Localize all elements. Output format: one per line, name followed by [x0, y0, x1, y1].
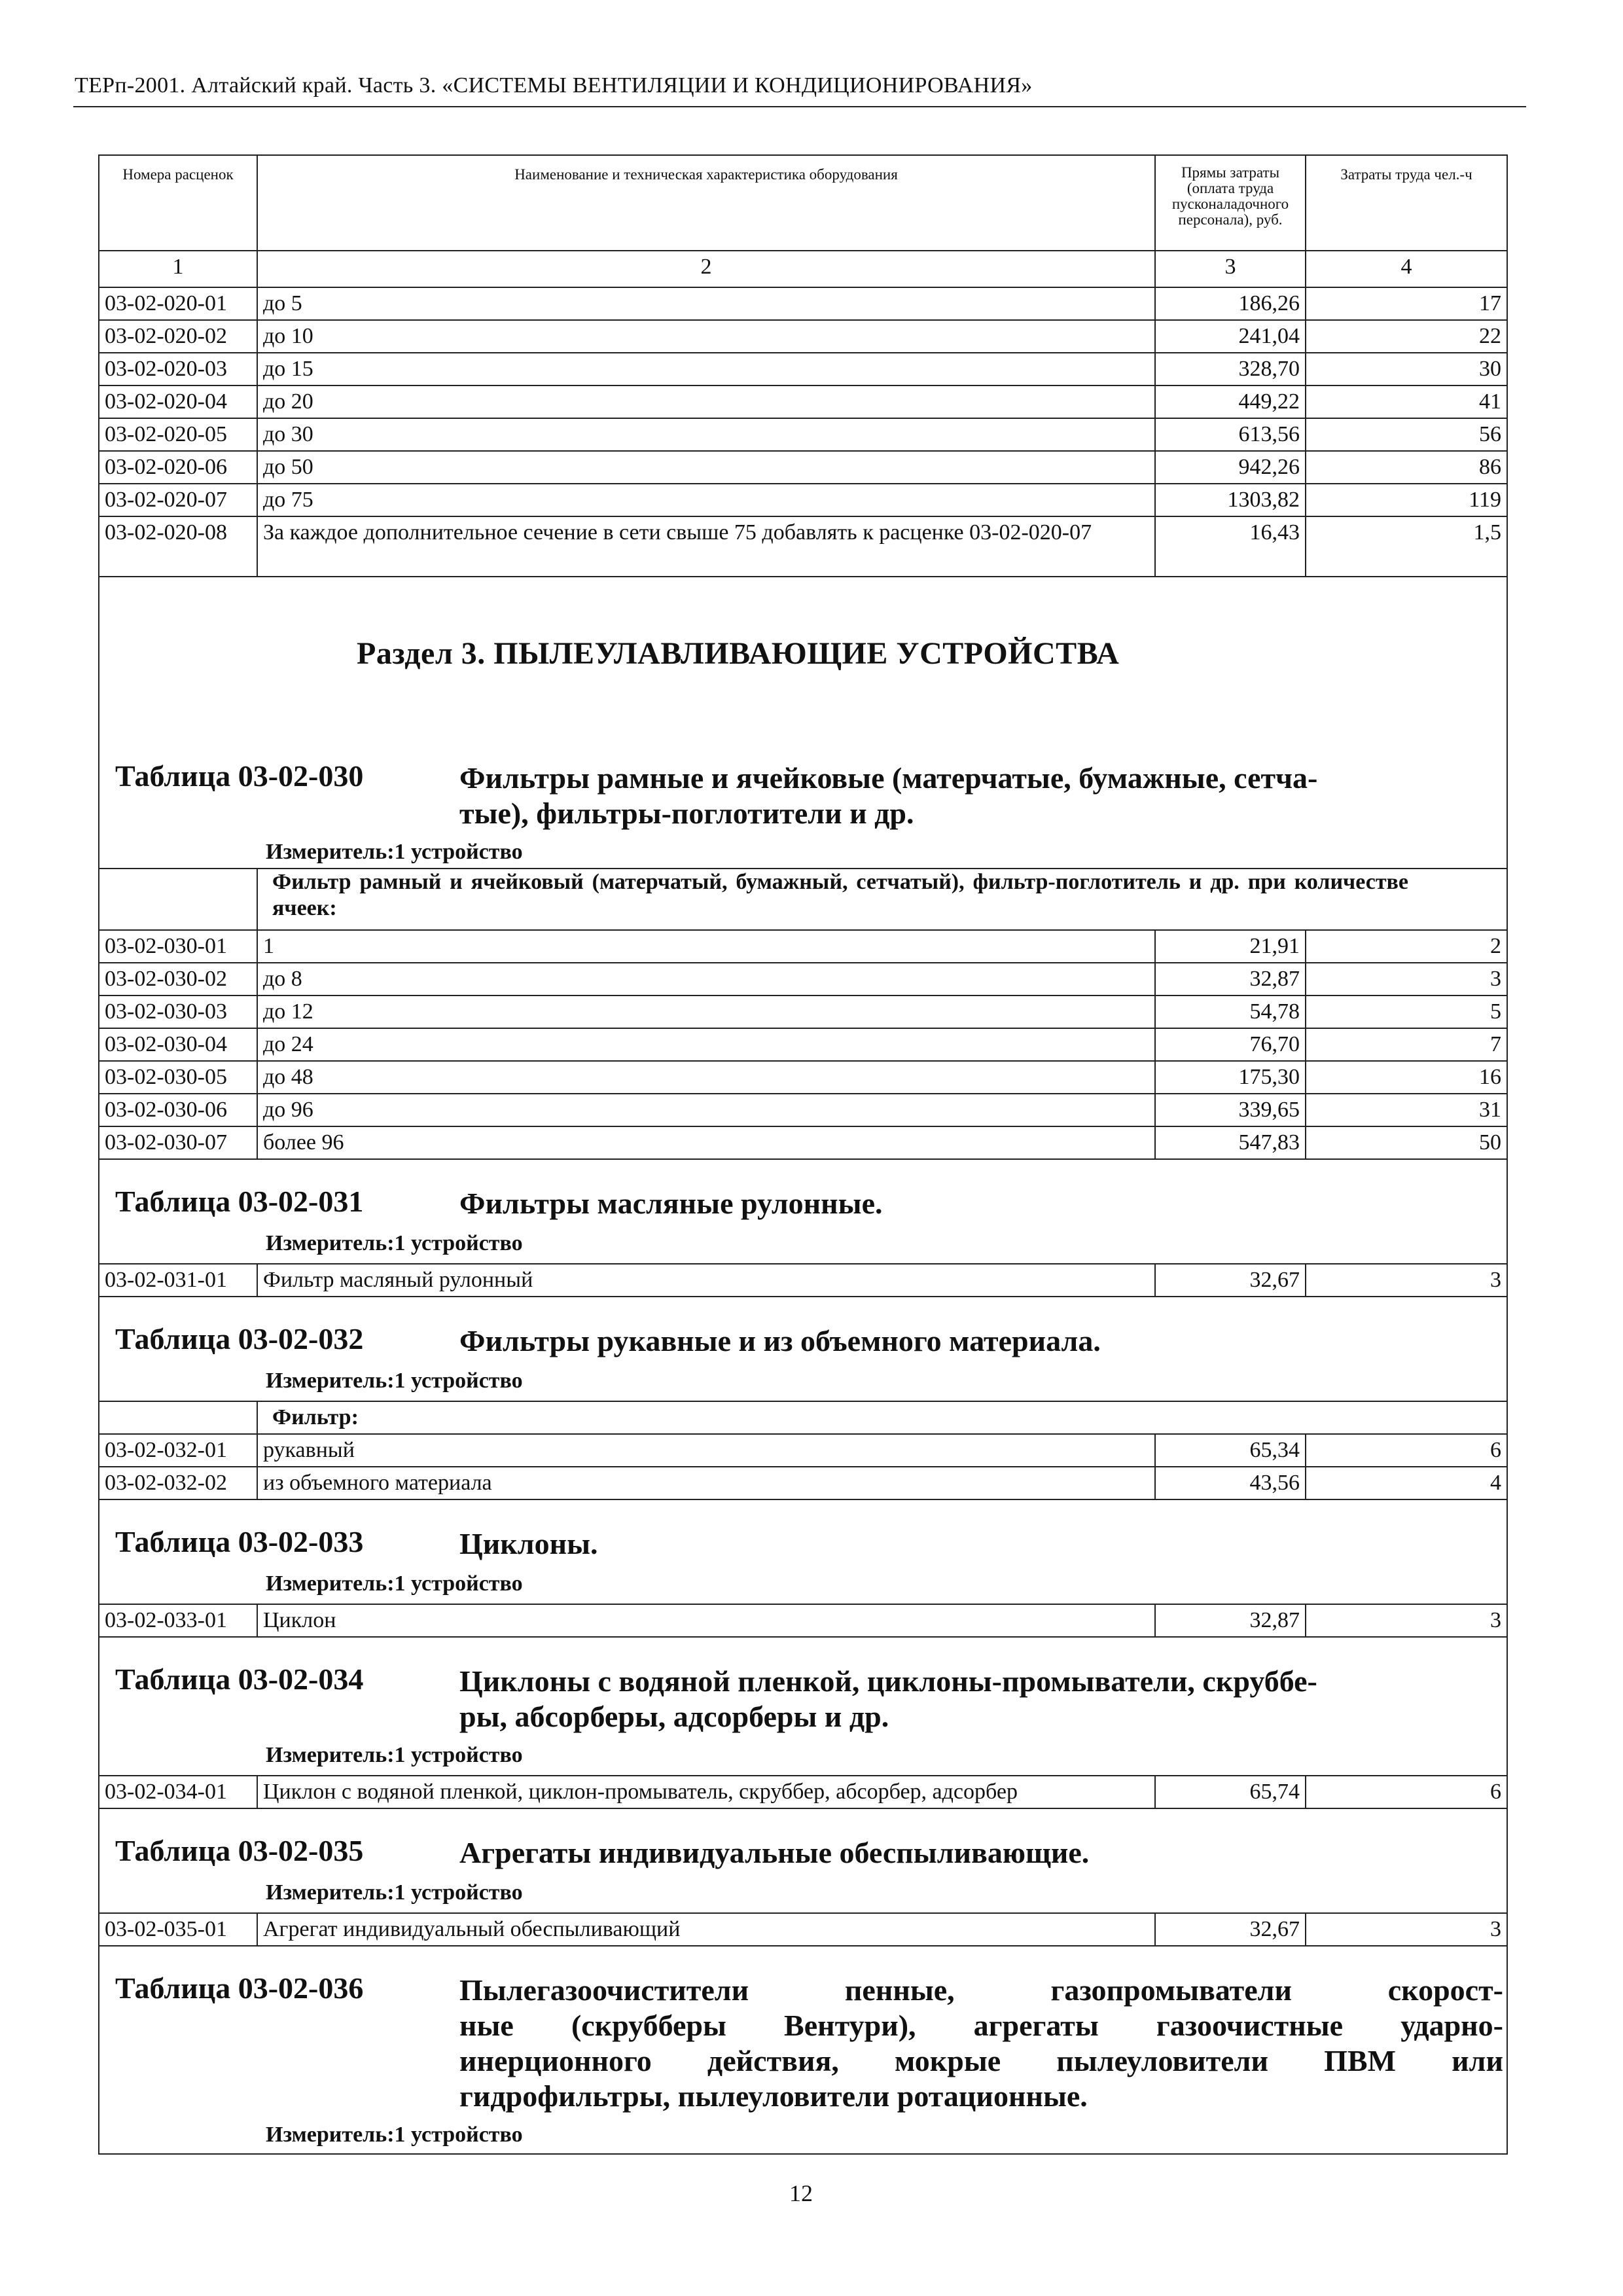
table-heading-block — [99, 1946, 1507, 2154]
rate-code: 03-02-030-02 — [99, 963, 257, 996]
rate-cost: 65,74 — [1155, 1776, 1306, 1808]
rate-code: 03-02-031-01 — [99, 1264, 257, 1297]
rate-labor: 6 — [1306, 1434, 1507, 1467]
table-row — [99, 930, 1507, 963]
table-title — [459, 761, 1317, 831]
table-title-line: инерционного действия, мокрые пылеуловители ПВМ или — [459, 2044, 1503, 2077]
rate-cost: 21,91 — [1155, 930, 1306, 963]
rate-name: до 30 — [257, 418, 1155, 451]
table-title-line: тые), фильтры-поглотители и др. — [459, 797, 914, 830]
col-number: 2 — [257, 251, 1155, 287]
rate-code: 03-02-020-06 — [99, 451, 257, 484]
rate-name: до 48 — [257, 1061, 1155, 1094]
table-row — [99, 1434, 1507, 1467]
rate-labor: 119 — [1306, 484, 1507, 516]
rate-code: 03-02-030-03 — [99, 996, 257, 1028]
measure-unit: Измеритель:1 устройство — [266, 1743, 523, 1767]
rate-name: более 96 — [257, 1126, 1155, 1159]
column-number-row — [99, 251, 1507, 287]
column-header-row — [99, 155, 1507, 251]
col-number: 3 — [1155, 251, 1306, 287]
rate-cost: 175,30 — [1155, 1061, 1306, 1094]
rate-name: 1 — [257, 930, 1155, 963]
table-title: Агрегаты индивидуальные обеспыливающие. — [459, 1836, 1090, 1869]
rate-cost: 32,87 — [1155, 963, 1306, 996]
table-row — [99, 320, 1507, 353]
rate-name: Фильтр масляный рулонный — [257, 1264, 1155, 1297]
subheading-row — [99, 1401, 1507, 1434]
table-title: Циклоны. — [459, 1527, 598, 1560]
rate-labor: 17 — [1306, 287, 1507, 320]
rate-labor: 7 — [1306, 1028, 1507, 1061]
table-row — [99, 418, 1507, 451]
col-header-code: Номера расценок — [99, 155, 257, 251]
rate-labor: 31 — [1306, 1094, 1507, 1126]
rate-code: 03-02-030-06 — [99, 1094, 257, 1126]
table-title: Фильтры масляные рулонные. — [459, 1187, 883, 1220]
table-row — [99, 451, 1507, 484]
rate-labor: 3 — [1306, 1264, 1507, 1297]
rate-code: 03-02-020-02 — [99, 320, 257, 353]
table-row — [99, 1467, 1507, 1499]
rate-cost: 613,56 — [1155, 418, 1306, 451]
rate-labor: 41 — [1306, 386, 1507, 418]
rate-labor: 86 — [1306, 451, 1507, 484]
rate-code: 03-02-030-05 — [99, 1061, 257, 1094]
table-number: Таблица 03-02-031 — [115, 1185, 364, 1218]
rate-cost: 32,67 — [1155, 1913, 1306, 1946]
table-row — [99, 1604, 1507, 1637]
rate-cost: 186,26 — [1155, 287, 1306, 320]
rate-name: до 5 — [257, 287, 1155, 320]
running-header: ТЕРп-2001. Алтайский край. Часть 3. «СИСТЕМЫ ВЕНТИЛЯЦИИ И КОНДИЦИОНИРОВАНИЯ» — [75, 73, 1033, 98]
table-row — [99, 484, 1507, 516]
rate-name: до 24 — [257, 1028, 1155, 1061]
rate-code: 03-02-035-01 — [99, 1913, 257, 1946]
rate-code: 03-02-020-07 — [99, 484, 257, 516]
table-row — [99, 516, 1507, 577]
rate-cost: 449,22 — [1155, 386, 1306, 418]
table-row — [99, 963, 1507, 996]
table-heading-block — [99, 1499, 1507, 1604]
rate-code: 03-02-030-01 — [99, 930, 257, 963]
col-header-cost: Прямы затраты (оплата труда пусконаладочного персонала), руб. — [1155, 155, 1306, 251]
rate-labor: 3 — [1306, 963, 1507, 996]
header-rule — [73, 106, 1526, 107]
rate-code: 03-02-020-01 — [99, 287, 257, 320]
rate-labor: 22 — [1306, 320, 1507, 353]
rate-code: 03-02-020-03 — [99, 353, 257, 386]
page-number: 12 — [789, 2180, 813, 2206]
measure-unit: Измеритель:1 устройство — [266, 1571, 523, 1596]
rate-name: до 50 — [257, 451, 1155, 484]
rate-labor: 3 — [1306, 1913, 1507, 1946]
rate-cost: 241,04 — [1155, 320, 1306, 353]
measure-unit: Измеритель:1 устройство — [266, 1231, 523, 1255]
rate-code: 03-02-030-04 — [99, 1028, 257, 1061]
rate-labor: 3 — [1306, 1604, 1507, 1637]
table-heading-block — [99, 1297, 1507, 1401]
rate-name: до 75 — [257, 484, 1155, 516]
rate-cost: 76,70 — [1155, 1028, 1306, 1061]
table-number: Таблица 03-02-033 — [115, 1525, 364, 1558]
table-row — [99, 1913, 1507, 1946]
rate-code: 03-02-032-01 — [99, 1434, 257, 1467]
rate-labor: 16 — [1306, 1061, 1507, 1094]
table-title-line: ры, абсорберы, адсорберы и др. — [459, 1700, 889, 1733]
rate-code: 03-02-020-08 — [99, 516, 257, 577]
table-title-line: гидрофильтры, пылеуловители ротационные. — [459, 2079, 1088, 2113]
rate-cost: 942,26 — [1155, 451, 1306, 484]
measure-unit: Измеритель:1 устройство — [266, 1369, 523, 1393]
rate-labor: 56 — [1306, 418, 1507, 451]
table-row — [99, 1061, 1507, 1094]
table-row — [99, 386, 1507, 418]
table-row — [99, 1028, 1507, 1061]
table-number: Таблица 03-02-036 — [115, 1971, 364, 2005]
rate-cost: 43,56 — [1155, 1467, 1306, 1499]
rate-code: 03-02-020-04 — [99, 386, 257, 418]
rate-code: 03-02-020-05 — [99, 418, 257, 451]
table-heading-block — [99, 1637, 1507, 1776]
rate-code: 03-02-033-01 — [99, 1604, 257, 1637]
section-block — [99, 577, 1507, 869]
table-number: Таблица 03-02-035 — [115, 1834, 364, 1867]
rate-name: За каждое дополнительное сечение в сети свыше 75 добавлять к расценке 03-02-020-07 — [257, 516, 1155, 577]
table-title: Фильтры рукавные и из объемного материала. — [459, 1324, 1101, 1357]
rate-labor: 30 — [1306, 353, 1507, 386]
rate-cost: 328,70 — [1155, 353, 1306, 386]
measure-unit: Измеритель:1 устройство — [266, 1880, 523, 1905]
col-number: 4 — [1306, 251, 1507, 287]
table-title-line: Циклоны с водяной пленкой, циклоны-промыватели, скруббе- — [459, 1664, 1317, 1698]
rate-name: из объемного материала — [257, 1467, 1155, 1499]
rate-labor: 50 — [1306, 1126, 1507, 1159]
table-title-line: ные (скрубберы Вентури), агрегаты газоочистные ударно- — [459, 2009, 1503, 2042]
subheading-row — [99, 869, 1507, 930]
rate-cost: 65,34 — [1155, 1434, 1306, 1467]
table-row — [99, 1126, 1507, 1159]
subheading: Фильтр: — [257, 1401, 1507, 1434]
rate-cost: 339,65 — [1155, 1094, 1306, 1126]
rate-cost: 32,67 — [1155, 1264, 1306, 1297]
rate-code: 03-02-032-02 — [99, 1467, 257, 1499]
table-title-line: Фильтры рамные и ячейковые (матерчатые, бумажные, сетча- — [459, 761, 1318, 795]
subheading: Фильтр рамный и ячейковый (матерчатый, бумажный, сетчатый), фильтр-поглотитель и др. при количестве ячеек: — [257, 869, 1507, 930]
rate-name: Циклон с водяной пленкой, циклон-промыватель, скруббер, абсорбер, адсорбер — [257, 1776, 1155, 1808]
col-header-name: Наименование и техническая характеристика оборудования — [257, 155, 1155, 251]
rate-code: 03-02-034-01 — [99, 1776, 257, 1808]
table-heading-block — [99, 1159, 1507, 1264]
rate-labor: 4 — [1306, 1467, 1507, 1499]
rates-table — [98, 154, 1508, 2155]
table-row — [99, 1776, 1507, 1808]
col-header-labor: Затраты труда чел.-ч — [1306, 155, 1507, 251]
table-row — [99, 353, 1507, 386]
rate-name: Агрегат индивидуальный обеспыливающий — [257, 1913, 1155, 1946]
rate-name: до 15 — [257, 353, 1155, 386]
rate-labor: 2 — [1306, 930, 1507, 963]
rate-cost: 547,83 — [1155, 1126, 1306, 1159]
table-heading-block — [99, 1808, 1507, 1913]
rate-cost: 1303,82 — [1155, 484, 1306, 516]
rate-labor: 1,5 — [1306, 516, 1507, 577]
table-number: Таблица 03-02-034 — [115, 1662, 364, 1696]
table-row — [99, 1094, 1507, 1126]
table-row — [99, 996, 1507, 1028]
rate-code: 03-02-030-07 — [99, 1126, 257, 1159]
table-title-line: Пылегазоочистители пенные, газопромыватели скорост- — [459, 1973, 1503, 2007]
rate-name: до 96 — [257, 1094, 1155, 1126]
table-number: Таблица 03-02-030 — [115, 759, 364, 793]
rate-name: рукавный — [257, 1434, 1155, 1467]
rate-cost: 54,78 — [1155, 996, 1306, 1028]
measure-unit: Измеритель:1 устройство — [266, 840, 523, 864]
rate-labor: 6 — [1306, 1776, 1507, 1808]
col-number: 1 — [99, 251, 257, 287]
table-row — [99, 1264, 1507, 1297]
table-title — [459, 1664, 1317, 1734]
rate-name: до 10 — [257, 320, 1155, 353]
measure-unit: Измеритель:1 устройство — [266, 2123, 523, 2147]
rate-name: до 12 — [257, 996, 1155, 1028]
rate-cost: 32,87 — [1155, 1604, 1306, 1637]
table-row — [99, 287, 1507, 320]
table-number: Таблица 03-02-032 — [115, 1322, 364, 1355]
rate-name: до 20 — [257, 386, 1155, 418]
section-title: Раздел 3. ПЫЛЕУЛАВЛИВАЮЩИЕ УСТРОЙСТВА — [357, 636, 1120, 671]
table-title — [459, 1973, 1503, 2079]
rate-name: Циклон — [257, 1604, 1155, 1637]
rate-cost: 16,43 — [1155, 516, 1306, 577]
rate-name: до 8 — [257, 963, 1155, 996]
rate-labor: 5 — [1306, 996, 1507, 1028]
